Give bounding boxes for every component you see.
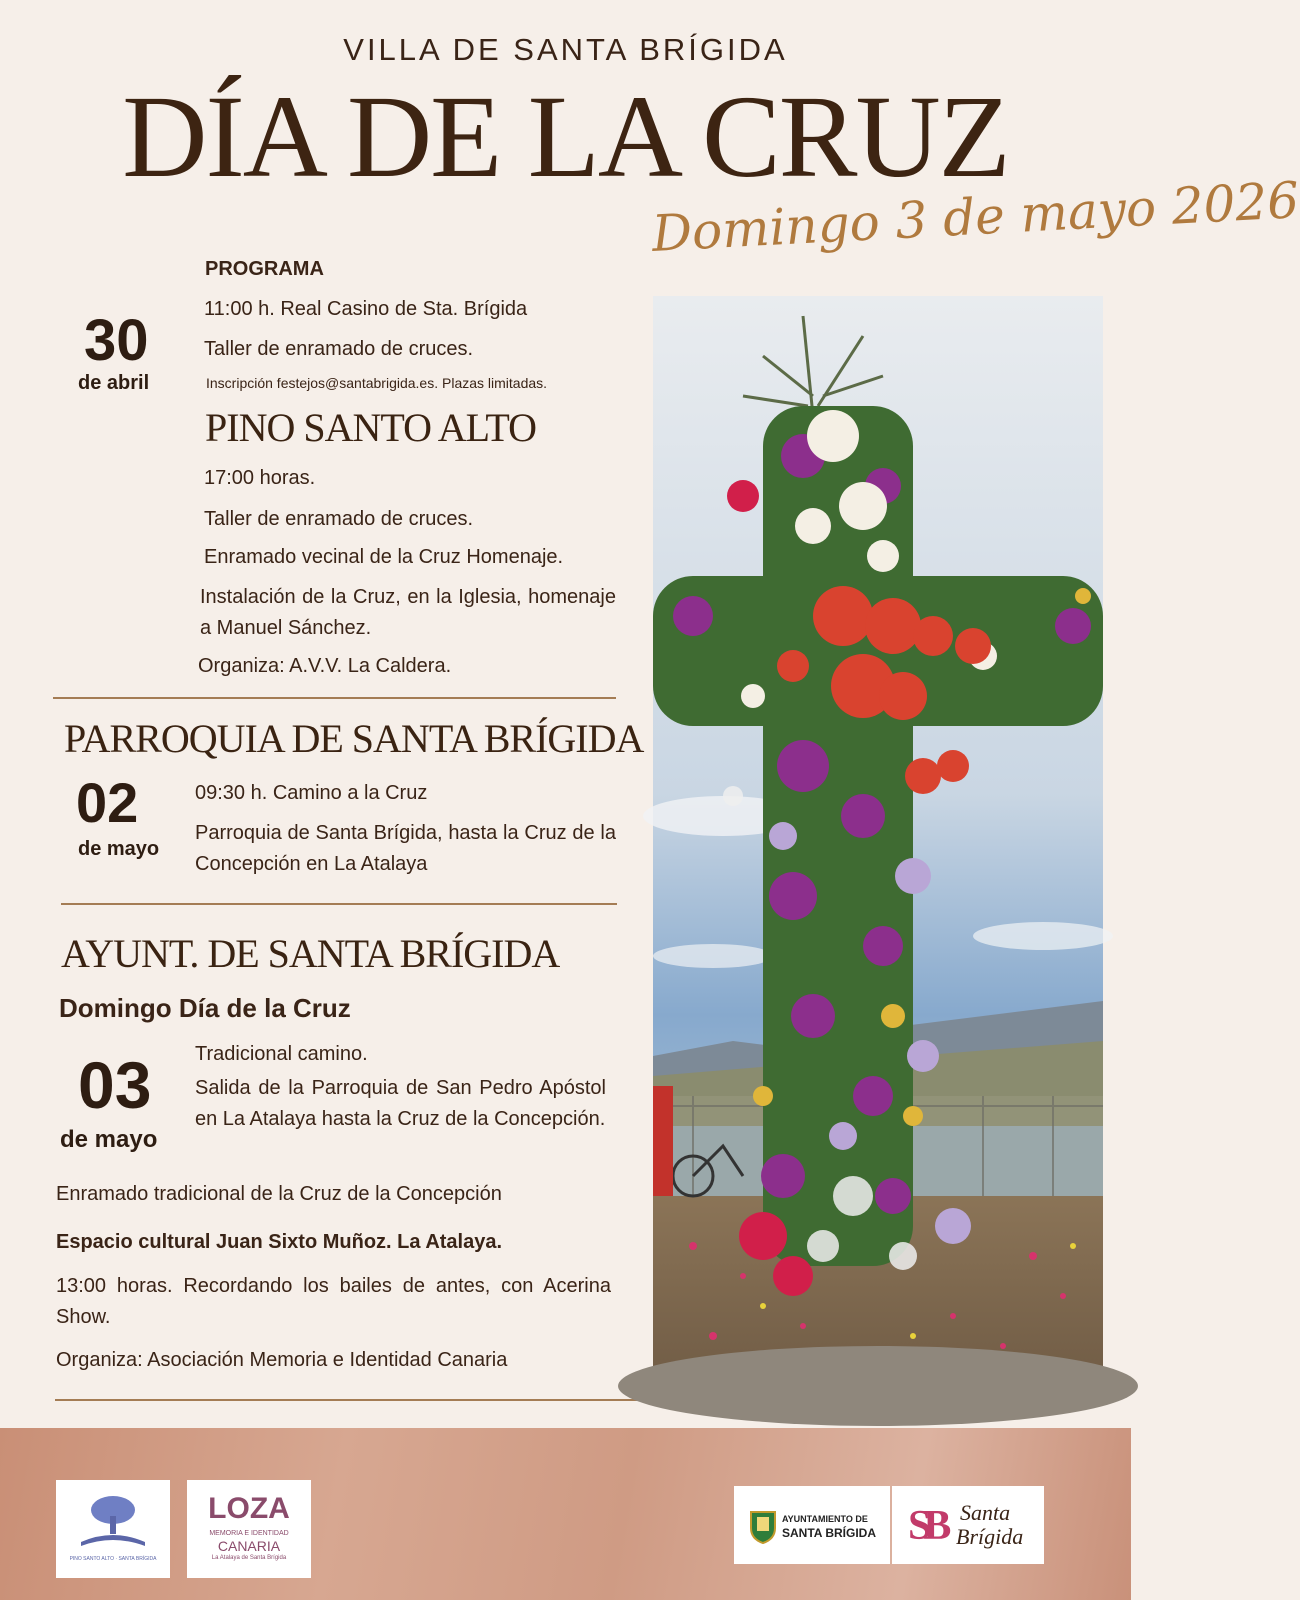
santa-brigida-text1: Santa [960,1500,1011,1525]
loza-logo-sub1: MEMORIA E IDENTIDAD [209,1530,289,1537]
ayuntamiento-line1: AYUNTAMIENTO DE [782,1514,868,1524]
ayunt-heading: AYUNT. DE SANTA BRÍGIDA [61,931,560,976]
divider [53,697,616,699]
day-number-02: 02 [76,771,139,834]
flower-cross-photo [653,296,1103,1402]
pino-line: Taller de enramado de cruces. [204,508,474,530]
programa-label: PROGRAMA [205,258,324,280]
santa-brigida-mark: SB [908,1503,944,1549]
day-number-03: 03 [78,1048,152,1122]
ayunt-organiza: Organiza: Asociación Memoria e Identidad Canaria [56,1349,508,1371]
coat-of-arms-icon [748,1508,778,1544]
ayunt-line: Salida de la Parroquia de San Pedro Apóstol en La Atalaya hasta la Cruz de la Concepción. [195,1077,606,1130]
parroquia-detail: Parroquia de Santa Brígida, hasta la Cruz de la Concepción en La Atalaya [195,822,616,875]
pino-installation: Instalación de la Cruz, en la Iglesia, homenaje a Manuel Sánchez. [200,586,616,639]
day-number-30: 30 [84,308,149,373]
footer-band [0,1428,1131,1600]
event-date: Domingo 3 de mayo 2026 [650,171,1300,263]
ayuntamiento-line2: SANTA BRÍGIDA [782,1526,876,1540]
pino-heading: PINO SANTO ALTO [205,405,536,450]
ayunt-espacio: Espacio cultural Juan Sixto Muñoz. La Atalaya. [56,1231,503,1253]
divider [55,1399,641,1401]
programa-line: Taller de enramado de cruces. [204,338,474,360]
month-abril: de abril [78,372,150,394]
programa-line: 11:00 h. Real Casino de Sta. Brígida [204,298,528,320]
parroquia-time: 09:30 h. Camino a la Cruz [195,782,428,804]
ayunt-line: Tradicional camino. [195,1043,368,1065]
main-title: DÍA DE LA CRUZ [122,71,1009,202]
ayunt-subheading: Domingo Día de la Cruz [59,993,351,1023]
pino-line: 17:00 horas. [204,467,316,489]
tree-icon [56,1480,170,1578]
avv-logo [56,1480,170,1578]
ayunt-enramado: Enramado tradicional de la Cruz de la Concepción [56,1183,502,1205]
pino-organiza: Organiza: A.V.V. La Caldera. [198,655,452,677]
loza-logo-sub2: CANARIA [217,1538,281,1554]
ayunt-bailes: 13:00 horas. Recordando los bailes de antes, con Acerina Show. [56,1275,611,1328]
loza-logo-title: LOZA [208,1492,290,1525]
ayuntamiento-logo [734,1486,890,1564]
divider [61,903,617,905]
santa-brigida-logo [892,1486,1044,1564]
loza-logo-sub3: La Atalaya de Santa Brígida [211,1555,287,1561]
pino-line: Enramado vecinal de la Cruz Homenaje. [204,546,564,568]
programa-note: Inscripción festejos@santabrigida.es. Plazas limitadas. [206,375,548,391]
month-mayo: de mayo [60,1126,158,1153]
header-villa: VILLA DE SANTA BRÍGIDA [343,32,788,67]
month-mayo: de mayo [78,838,160,860]
parroquia-heading: PARROQUIA DE SANTA BRÍGIDA [64,716,644,761]
loza-logo [187,1480,311,1578]
santa-brigida-text2: Brígida [956,1524,1024,1549]
avv-logo-text: PINO SANTO ALTO · SANTA BRÍGIDA [69,1556,157,1562]
